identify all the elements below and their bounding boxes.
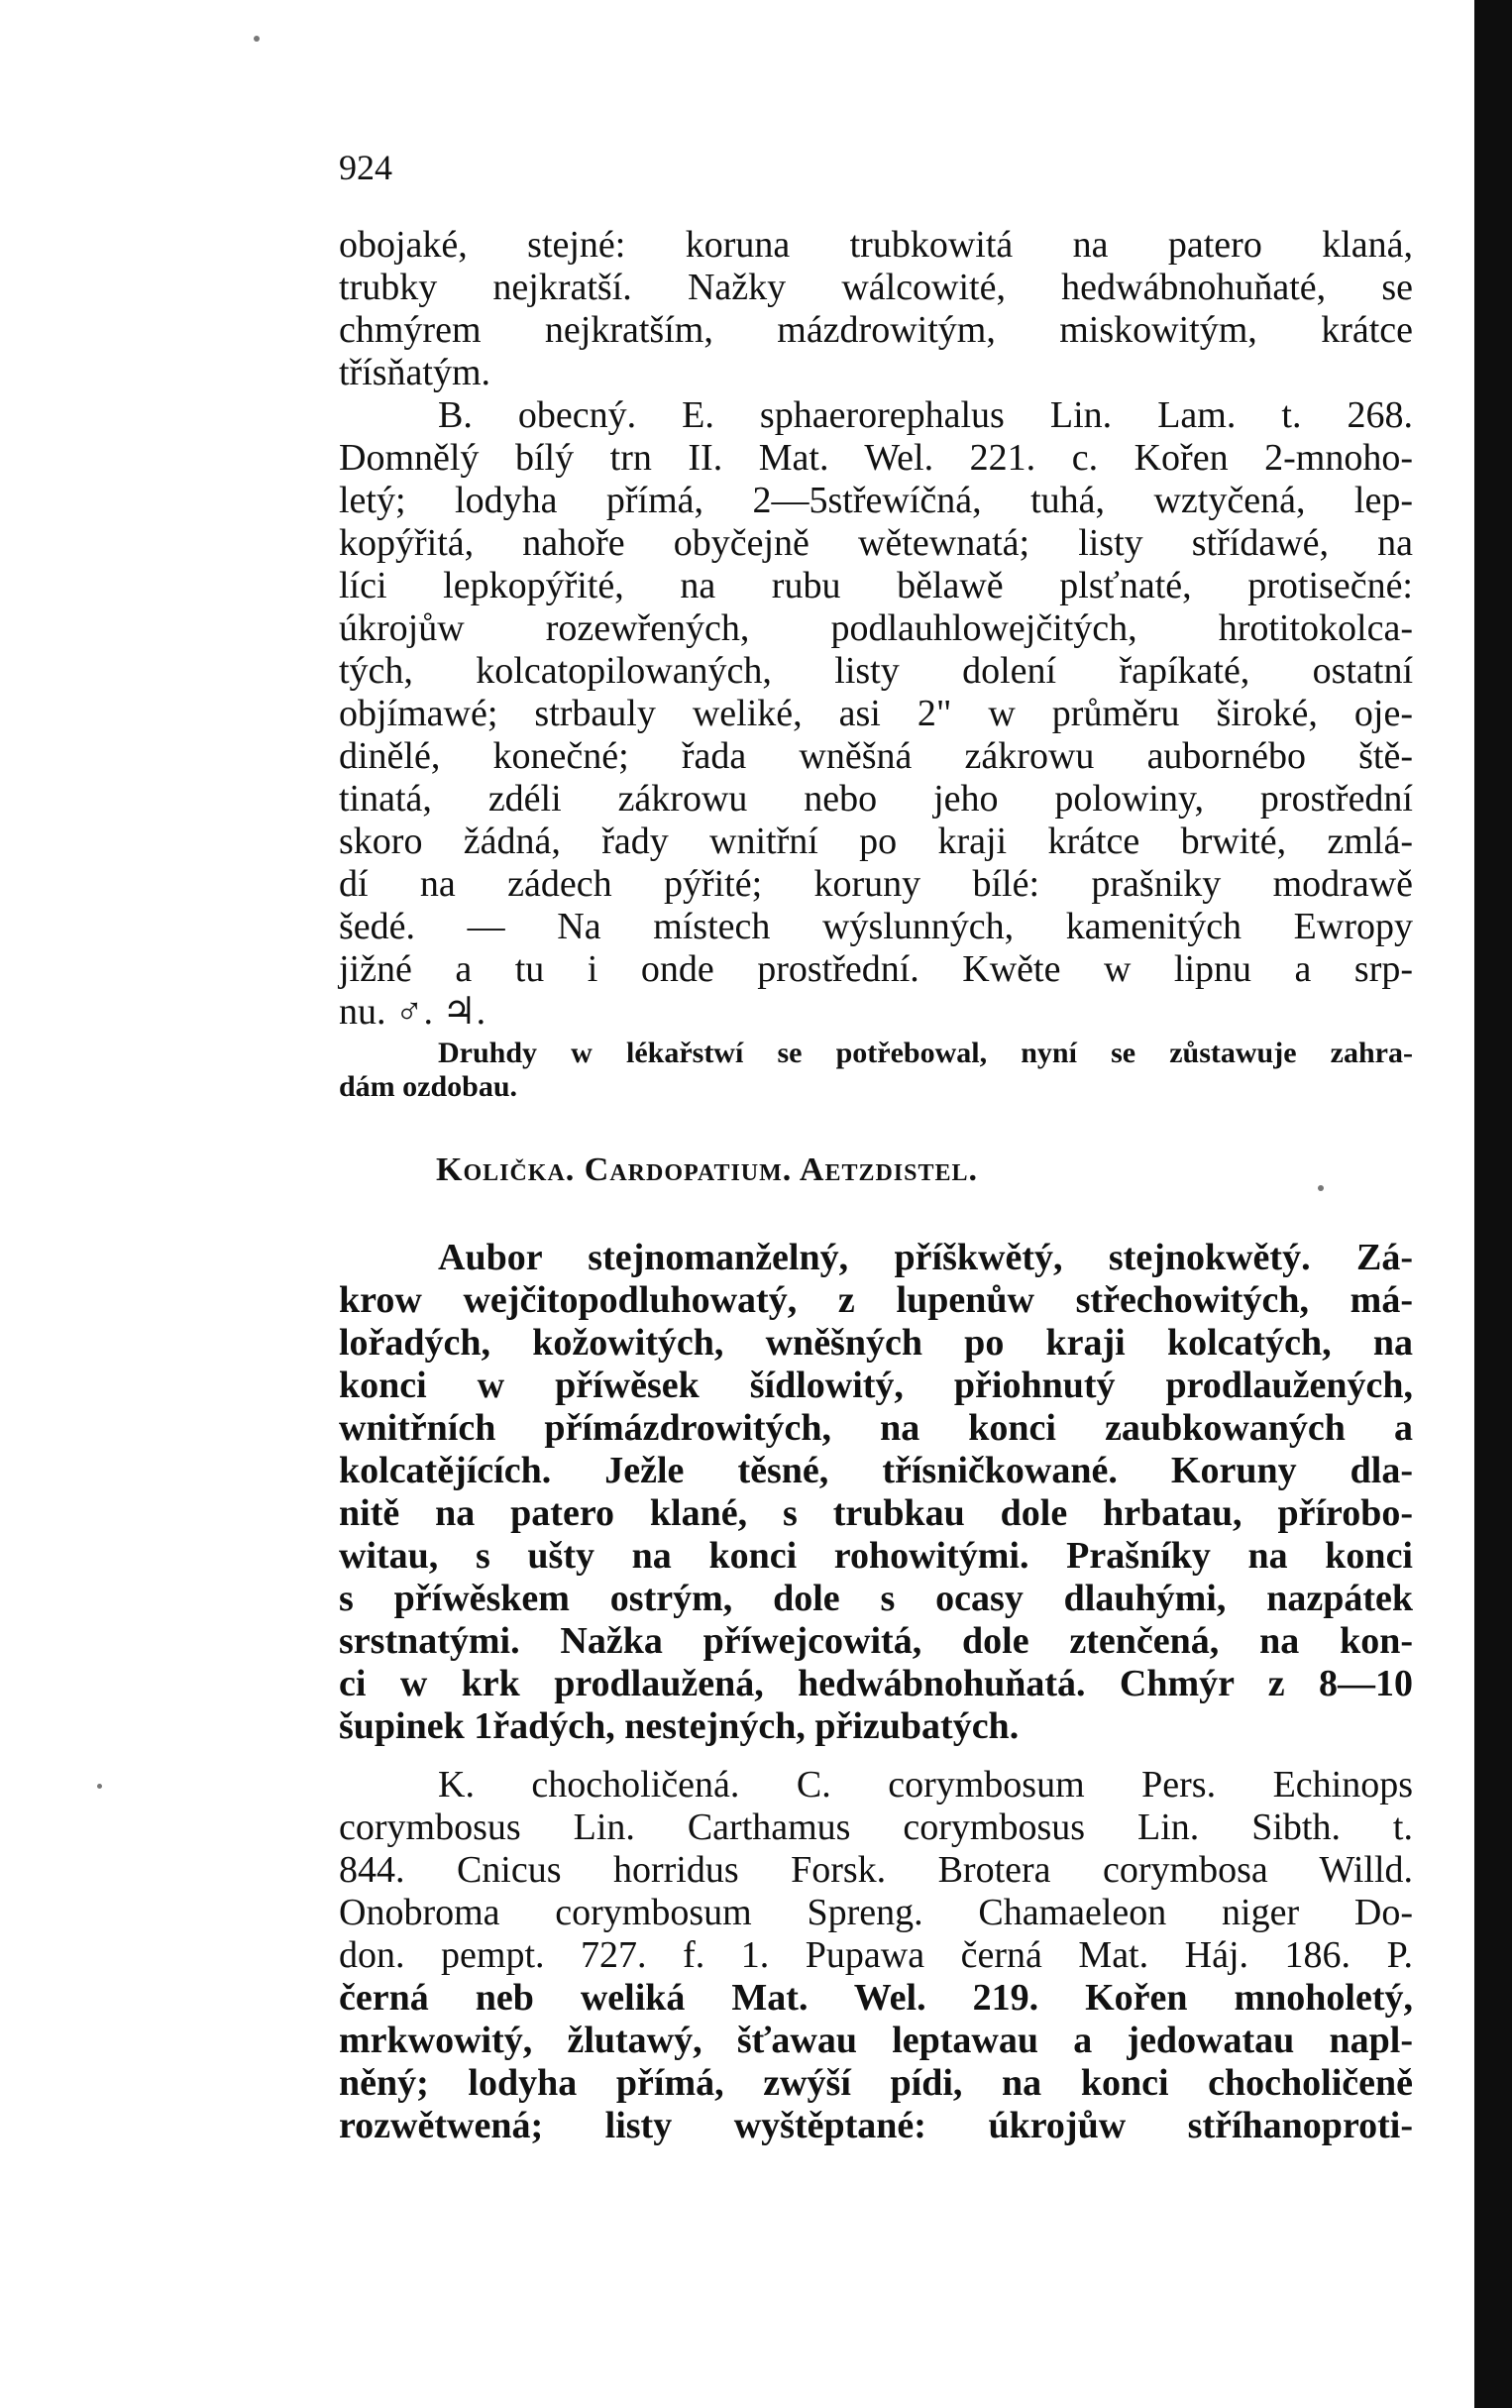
text-line: obojaké, stejné: koruna trubkowitá na patero klaná, [339,224,1413,266]
text-line: Domnělý bílý trn II. Mat. Wel. 221. c. Kořen 2-mnoho- [339,437,1413,479]
text-line: letý; lodyha přímá, 2—5střewíčná, tuhá, wztyčená, lep- [339,480,1413,521]
section-heading: Količka. Cardopatium. Aetzdistel. [436,1151,979,1188]
text-line: lořadých, kožowitých, wněšných po kraji kolcatých, na [339,1322,1413,1364]
print-speck [254,36,260,42]
text-line: Onobroma corymbosum Spreng. Chamaeleon niger Do- [339,1892,1413,1933]
text-line: ci w krk prodlaužená, hedwábnohuňatá. Chmýr z 8—10 [339,1663,1413,1704]
text-line: krow wejčitopodluhowatý, z lupenůw střechowitých, má- [339,1279,1413,1321]
text-line: kopýřitá, nahoře obyčejně wětewnatá; listy střídawé, na [339,522,1413,564]
text-line: šedé. — Na místech wýslunných, kamenitých Ewropy [339,906,1413,947]
text-line: jižné a tu i onde prostřední. Kwěte w lipnu a srp- [339,948,1413,990]
text-line: wnitřních přímázdrowitých, na konci zaubkowaných a [339,1407,1413,1449]
text-line: něný; lodyha přímá, zwýší pídi, na konci chocholičeně [339,2062,1413,2104]
text-line: kolcatějících. Ježle těsné, třísničkowané. Koruny dla- [339,1450,1413,1491]
text-line: líci lepkopýřité, na rubu bělawě plsťnaté, protisečné: [339,565,1413,606]
text-line: 844. Cnicus horridus Forsk. Brotera corymbosa Willd. [339,1849,1413,1891]
text-line: šupinek 1řadých, nestejných, přizubatých. [339,1705,1020,1747]
text-line: úkrojůw rozewřených, podlauhlowejčitých, hrotitokolca- [339,607,1413,649]
text-line: chmýrem nejkratším, mázdrowitým, miskowitým, krátce [339,309,1413,351]
text-line: dinělé, konečné; řada wněšná zákrowu aubornébo ště- [339,735,1413,777]
note-line: dám ozdobau. [339,1070,518,1103]
page-number: 924 [339,148,392,187]
text-line: tinatá, zdéli zákrowu nebo jeho polowiny, prostřední [339,778,1413,820]
species-line: K. chocholičená. C. corymbosum Pers. Echinops [438,1764,1413,1806]
text-line: nu. ♂. ♃. [339,991,486,1033]
text-line: mrkwowitý, žlutawý, šťawau leptawau a jedowatau napl- [339,2020,1413,2061]
text-line: trubky nejkratší. Nažky wálcowité, hedwábnohuňaté, se [339,267,1413,308]
text-line: nitě na patero klané, s trubkau dole hrbatau, přírobo- [339,1492,1413,1534]
text-line: skoro žádná, řady wnitřní po kraji krátce brwité, zmlá- [339,821,1413,862]
text-line: witau, s ušty na konci rohowitými. Prašníky na konci [339,1535,1413,1577]
text-line: konci w příwěsek šídlowitý, přiohnutý prodlaužených, [339,1365,1413,1406]
print-speck [97,1784,102,1789]
text-line: třísňatým. [339,352,491,393]
note-line: Druhdy w lékařstwí se potřebowal, nyní se zůstawuje zahra- [438,1037,1413,1069]
text-line: corymbosus Lin. Carthamus corymbosus Lin. Sibth. t. [339,1806,1413,1848]
text-line: černá neb weliká Mat. Wel. 219. Kořen mnoholetý, [339,1977,1413,2019]
text-line: s příwěskem ostrým, dole s ocasy dlauhými, nazpátek [339,1578,1413,1619]
species-line: B. obecný. E. sphaerorephalus Lin. Lam. t. 268. [438,394,1413,436]
text-line: dí na zádech pýřité; koruny bílé: prašniky modrawě [339,863,1413,905]
print-speck [1318,1185,1324,1191]
text-line: Aubor stejnomanželný, příškwětý, stejnokwětý. Zá- [438,1237,1413,1278]
scan-edge [1474,0,1512,2408]
text-line: rozwětwená; listy wyštěptané: úkrojůw stříhanoproti- [339,2105,1413,2146]
text-line: objímawé; strbauly weliké, asi 2" w průměru široké, oje- [339,693,1413,734]
text-line: tých, kolcatopilowaných, listy dolení řapíkaté, ostatní [339,650,1413,692]
text-line: don. pempt. 727. f. 1. Pupawa černá Mat. Háj. 186. P. [339,1934,1413,1976]
text-line: srstnatými. Nažka příwejcowitá, dole ztenčená, na kon- [339,1620,1413,1662]
